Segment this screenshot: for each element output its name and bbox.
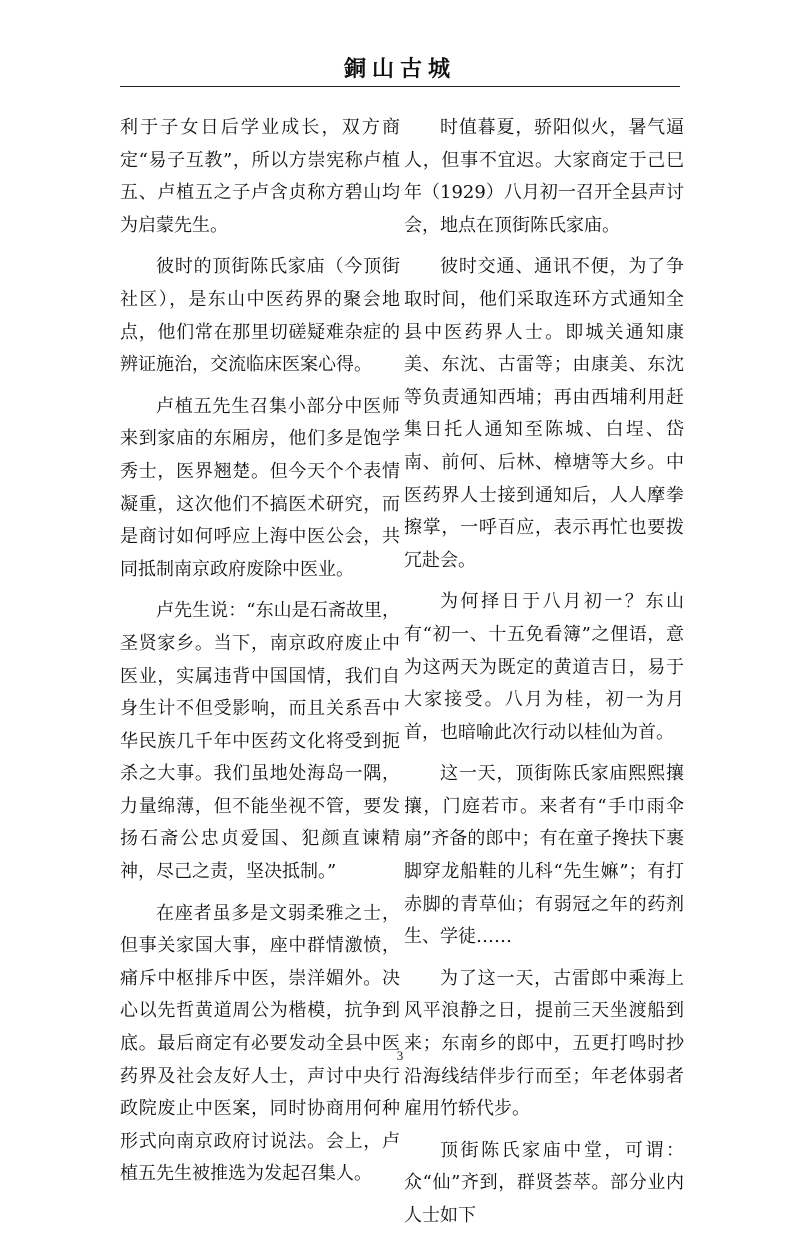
right-text-column [404, 112, 684, 1242]
header-divider [120, 86, 680, 87]
page-number: 3 [396, 1048, 404, 1063]
paragraph: 顶街陈氏家庙中堂，可谓：众“仙”齐到，群贤荟萃。部分业内人士如下 [404, 1139, 684, 1226]
paragraph: 彼时的顶街陈氏家庙（今顶街社区），是东山中医药界的聚会地点，他们常在那里切磋疑难杂症的辨证施治，交流临床医案心得。 [120, 256, 400, 376]
paragraph: 卢先生说：“东山是石斋故里，圣贤家乡。当下，南京政府废止中医业，实属违背中国国情，我们自身生计不但受影响，而且关系吾中华民族几千年中医药文化将受到扼杀之大事。我们虽地处海岛一隅，力量绵薄，但不能坐视不管，要发扬石斋公忠贞爱国、犯颜直谏精神，尽己之责，坚决抵制。” [120, 600, 400, 883]
paragraph: 彼时交通、通讯不便，为了争取时间，他们采取连环方式通知全县中医药界人士。即城关通知康美、东沈、古雷等；由康美、东沈等负责通知西埔；再由西埔利用赶集日托人通知至陈城、白埕、岱南、前何、后林、樟塘等大乡。中医药界人士接到通知后，人人摩拳擦掌，一呼百应，表示再忙也要拨冗赴会。 [404, 256, 684, 571]
paragraph: 在座者虽多是文弱柔雅之士，但事关家国大事，座中群情激愤，痛斥中枢排斥中医，崇洋媚外。决心以先哲黄道周公为楷模，抗争到底。最后商定有必要发动全县中医药界及社会友好人士，声讨中央行政院废止中医案，同时协商用何种形式向南京政府讨说法。会上，卢植五先生被推选为发起召集人。 [120, 902, 400, 1185]
left-text-column [120, 112, 400, 1200]
paragraph: 为了这一天，古雷郎中乘海上风平浪静之日，提前三天坐渡船到来；东南乡的郎中，五更打鸣时抄沿海线结伴步行而至；年老体弱者雇用竹轿代步。 [404, 967, 684, 1120]
paragraph: 利于子女日后学业成长，双方商定“易子互教”，所以方崇宪称卢植五、卢植五之子卢含贞称方碧山均为启蒙先生。 [120, 117, 400, 236]
paragraph: 为何择日于八月初一？东山有“初一、十五免看簿”之俚语，意为这两天为既定的黄道吉日，易于大家接受。八月为桂，初一为月首，也暗喻此次行动以桂仙为首。 [404, 591, 684, 743]
paragraph: 卢植五先生召集小部分中医师来到家庙的东厢房，他们多是饱学秀士，医界翘楚。但今天个个表情凝重，这次他们不搞医术研究，而是商讨如何呼应上海中医公会，共同抵制南京政府废除中医业。 [120, 395, 400, 580]
paragraph: 时值暮夏，骄阳似火，暑气逼人，但事不宜迟。大家商定于己巳年（1929）八月初一召开全县声讨会，地点在顶街陈氏家庙。 [404, 117, 684, 236]
running-header-title: 銅山古城 [343, 56, 456, 82]
paragraph: 这一天，顶街陈氏家庙熙熙攘攘，门庭若市。来者有“手巾雨伞扇”齐备的郎中；有在童子搀扶下裹脚穿龙船鞋的儿科“先生嫲”；有打赤脚的青草仙；有弱冠之年的药剂生、学徒…… [404, 763, 684, 948]
